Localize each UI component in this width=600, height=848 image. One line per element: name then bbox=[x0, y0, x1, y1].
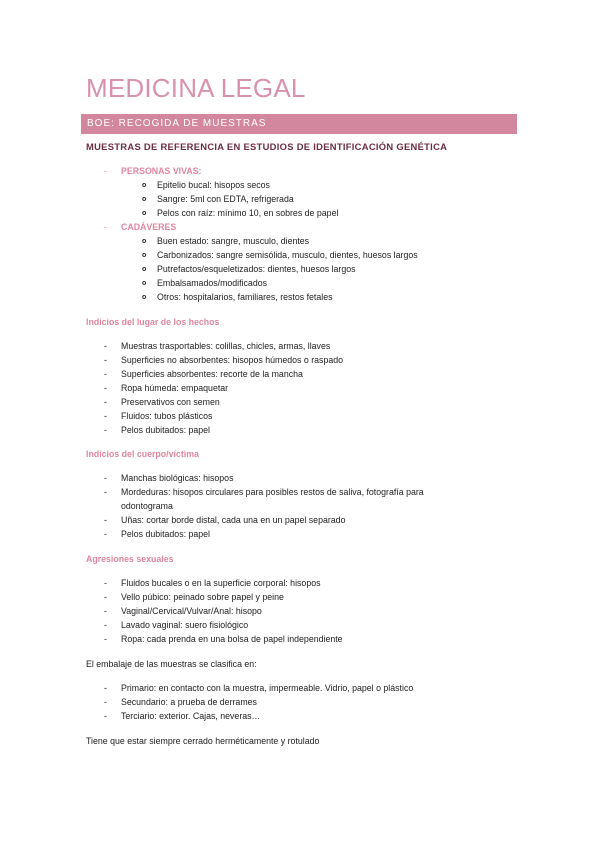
bullet-dash: - bbox=[104, 711, 107, 721]
list-item: Pelos dubitados: papel bbox=[121, 529, 211, 539]
list-item: Vello púbico: peinado sobre papel y peine bbox=[121, 592, 284, 602]
bullet-dash: - bbox=[104, 634, 107, 644]
bullet-dash: - bbox=[104, 166, 107, 176]
list-item: Ropa húmeda: empaquetar bbox=[121, 383, 229, 393]
section-banner-label: BOE: RECOGIDA DE MUESTRAS bbox=[87, 118, 267, 129]
list-item: Otros: hospitalarios, familiares, restos fetales bbox=[157, 292, 333, 302]
list-item: Buen estado: sangre, musculo, dientes bbox=[157, 236, 310, 246]
list-item: Mordeduras: hisopos circulares para posibles restos de saliva, fotografía para bbox=[121, 487, 424, 497]
list-item: Epitelio bucal: hisopos secos bbox=[157, 180, 270, 190]
list-item: Sangre: 5ml con EDTA, refrigerada bbox=[157, 194, 294, 204]
list-item: Fluidos bucales o en la superficie corporal: hisopos bbox=[121, 578, 321, 588]
bullet-dash: - bbox=[104, 222, 107, 232]
list-item: Muestras trasportables: colillas, chicles, armas, llaves bbox=[121, 341, 331, 351]
list-item: Superficies no absorbentes: hisopos húmedos o raspado bbox=[121, 355, 344, 365]
bullet-circle: o bbox=[142, 280, 147, 287]
list-item: Fluidos: tubos plásticos bbox=[121, 411, 213, 421]
list-item: Ropa: cada prenda en una bolsa de papel independiente bbox=[121, 634, 343, 644]
bullet-dash: - bbox=[104, 383, 107, 393]
list-item: Uñas: cortar borde distal, cada una en un papel separado bbox=[121, 515, 346, 525]
bullet-dash: - bbox=[104, 425, 107, 435]
list-item: Primario: en contacto con la muestra, impermeable. Vidrio, papel o plástico bbox=[121, 683, 414, 693]
bullet-circle: o bbox=[142, 238, 147, 245]
bullet-dash: - bbox=[104, 620, 107, 630]
list-item: Terciario: exterior. Cajas, neveras… bbox=[121, 711, 261, 721]
bullet-dash: - bbox=[104, 487, 107, 497]
bullet-circle: o bbox=[142, 266, 147, 273]
list-item: Lavado vaginal: suero fisiológico bbox=[121, 620, 249, 630]
agresiones-heading: Agresiones sexuales bbox=[86, 554, 174, 564]
bullet-dash: - bbox=[104, 397, 107, 407]
bullet-dash: - bbox=[104, 697, 107, 707]
bullet-dash: - bbox=[104, 341, 107, 351]
bullet-dash: - bbox=[104, 411, 107, 421]
bullet-dash: - bbox=[104, 606, 107, 616]
bullet-circle: o bbox=[142, 210, 147, 217]
bullet-dash: - bbox=[104, 473, 107, 483]
list-item: Putrefactos/esqueletizados: dientes, huesos largos bbox=[157, 264, 356, 274]
personas-vivas-heading: PERSONAS VIVAS: bbox=[121, 166, 202, 176]
bullet-circle: o bbox=[142, 252, 147, 259]
bullet-dash: - bbox=[104, 578, 107, 588]
list-item: Secundario: a prueba de derrames bbox=[121, 697, 257, 707]
bullet-circle: o bbox=[142, 294, 147, 301]
bullet-dash: - bbox=[104, 529, 107, 539]
bullet-dash: - bbox=[104, 683, 107, 693]
cadaveres-heading: CADÁVERES bbox=[121, 222, 177, 232]
list-item: Manchas biológicas: hisopos bbox=[121, 473, 234, 483]
list-item: Vaginal/Cervical/Vulvar/Anal: hisopo bbox=[121, 606, 262, 616]
closing-note: Tiene que estar siempre cerrado herméticamente y rotulado bbox=[86, 736, 320, 746]
cuerpo-heading: Indicios del cuerpo/víctima bbox=[86, 449, 199, 459]
list-item: Embalsamados/modificados bbox=[157, 278, 268, 288]
list-item: Pelos dubitados: papel bbox=[121, 425, 211, 435]
list-item: Pelos con raíz: mínimo 10, en sobres de papel bbox=[157, 208, 339, 218]
bullet-circle: o bbox=[142, 196, 147, 203]
bullet-dash: - bbox=[104, 355, 107, 365]
subtitle: MUESTRAS DE REFERENCIA EN ESTUDIOS DE IDENTIFICACIÓN GENÉTICA bbox=[86, 141, 448, 152]
embalaje-intro: El embalaje de las muestras se clasifica en: bbox=[86, 659, 257, 669]
bullet-dash: - bbox=[104, 515, 107, 525]
bullet-circle: o bbox=[142, 182, 147, 189]
page-title: MEDICINA LEGAL bbox=[86, 73, 306, 103]
list-item: Preservativos con semen bbox=[121, 397, 220, 407]
bullet-dash: - bbox=[104, 592, 107, 602]
bullet-dash: - bbox=[104, 369, 107, 379]
list-item: Carbonizados: sangre semisólida, musculo, dientes, huesos largos bbox=[157, 250, 418, 260]
list-item: Superficies absorbentes: recorte de la mancha bbox=[121, 369, 303, 379]
list-item-continuation: odontograma bbox=[121, 501, 173, 511]
lugar-heading: Indicios del lugar de los hechos bbox=[86, 317, 220, 327]
